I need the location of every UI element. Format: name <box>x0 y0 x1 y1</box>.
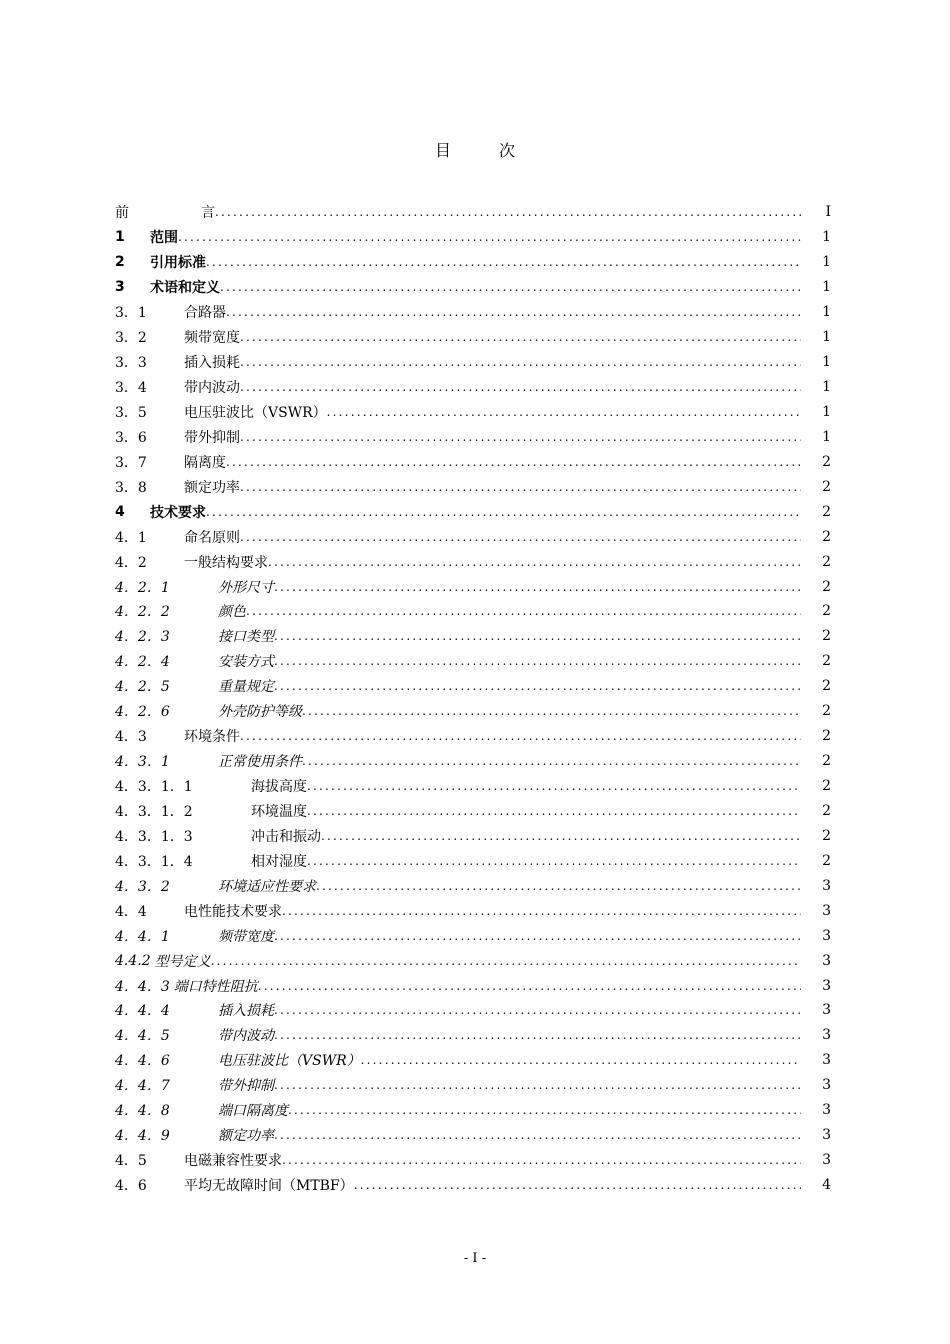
toc-entry-page: 2 <box>822 728 831 745</box>
toc-entry-page: 1 <box>822 304 831 321</box>
toc-entry-page: 3 <box>822 1052 831 1069</box>
toc-dot-leader <box>274 629 801 643</box>
toc-dot-leader <box>274 580 801 594</box>
toc-entry-number: 4．3．2 <box>115 878 170 895</box>
toc-heading-right: 次 <box>499 141 516 160</box>
toc-entry-page: 2 <box>822 628 831 645</box>
toc-entry-title: 带内波动 <box>218 1028 274 1045</box>
toc-entry-title: 冲击和振动 <box>251 828 321 845</box>
toc-entry-number: 4．3．1 <box>115 754 170 771</box>
toc-entry-title: 隔离度 <box>184 454 226 471</box>
toc-entry-title: 安装方式 <box>218 654 274 671</box>
toc-entry[interactable] <box>115 200 831 225</box>
toc-entry-title: 外壳防护等级 <box>218 704 302 721</box>
toc-entry-page: 2 <box>822 852 831 869</box>
table-of-contents <box>115 200 831 1198</box>
toc-entry-number: 4．3．1．4 <box>115 853 193 870</box>
toc-entry-page: 2 <box>822 578 831 595</box>
toc-entry-page: 1 <box>822 329 831 346</box>
toc-entry-number: 4．3．1．3 <box>115 828 193 845</box>
toc-entry-title: 带外抑制 <box>218 1078 274 1095</box>
toc-entry[interactable] <box>115 300 831 325</box>
toc-entry[interactable] <box>115 275 831 300</box>
toc-entry-page: 4 <box>822 1177 831 1194</box>
toc-entry-number: 4．2．5 <box>115 679 170 696</box>
toc-dot-leader <box>240 355 801 369</box>
toc-entry-number: 4．4．3 <box>115 978 170 995</box>
toc-entry-number: 4．4．4 <box>115 1003 170 1020</box>
toc-entry[interactable] <box>115 749 831 774</box>
toc-entry-number: 4．5 <box>115 1153 147 1170</box>
toc-entry[interactable] <box>115 823 831 848</box>
toc-entry[interactable] <box>115 774 831 799</box>
toc-dot-leader <box>206 505 801 519</box>
toc-entry-page: 2 <box>822 478 831 495</box>
toc-entry-title: 电性能技术要求 <box>184 903 282 920</box>
toc-dot-leader <box>246 604 801 618</box>
toc-dot-leader <box>240 330 801 344</box>
toc-entry-number: 4.4.2 <box>115 952 151 969</box>
toc-entry[interactable] <box>115 1148 831 1173</box>
toc-dot-leader <box>274 1128 801 1142</box>
toc-dot-leader <box>307 779 801 793</box>
toc-entry[interactable] <box>115 799 831 824</box>
toc-entry-title: 带外抑制 <box>184 429 240 446</box>
toc-dot-leader <box>274 679 801 693</box>
toc-entry[interactable] <box>115 848 831 873</box>
toc-entry[interactable] <box>115 624 831 649</box>
toc-entry-title: 环境温度 <box>251 803 307 820</box>
toc-entry-title: 插入损耗 <box>184 355 240 372</box>
toc-dot-leader <box>282 904 801 918</box>
toc-entry-number: 4．4．5 <box>115 1028 170 1045</box>
toc-entry[interactable] <box>115 574 831 599</box>
toc-dot-leader <box>274 1078 801 1092</box>
toc-entry-title: 插入损耗 <box>218 1003 274 1020</box>
toc-entry[interactable] <box>115 998 831 1023</box>
toc-entry-title: 一般结构要求 <box>184 554 268 571</box>
toc-entry-page: 2 <box>822 703 831 720</box>
toc-entry-title: 言 <box>201 205 215 222</box>
toc-entry-page: 3 <box>822 1127 831 1144</box>
toc-entry-title: 合路器 <box>184 305 226 322</box>
toc-entry[interactable] <box>115 649 831 674</box>
toc-dot-leader <box>327 405 801 419</box>
toc-dot-leader <box>274 654 801 668</box>
toc-entry[interactable] <box>115 973 831 998</box>
toc-entry-title: 重量规定 <box>218 679 274 696</box>
toc-entry[interactable] <box>115 1073 831 1098</box>
toc-entry-number: 4．3 <box>115 729 147 746</box>
toc-entry-number: 4．2．2 <box>115 604 170 621</box>
toc-entry-title: 型号定义 <box>154 953 211 970</box>
toc-entry[interactable] <box>115 923 831 948</box>
toc-entry[interactable] <box>115 424 831 449</box>
toc-dot-leader <box>258 979 801 993</box>
toc-entry-page: 2 <box>822 453 831 470</box>
toc-entry-number: 3．5 <box>115 404 147 421</box>
toc-entry-number: 3．7 <box>115 454 147 471</box>
toc-entry[interactable] <box>115 375 831 400</box>
toc-entry[interactable] <box>115 549 831 574</box>
toc-entry-title: 技术要求 <box>150 504 206 521</box>
toc-entry[interactable] <box>115 1023 831 1048</box>
toc-entry-page: 2 <box>822 528 831 545</box>
toc-entry[interactable] <box>115 225 831 250</box>
toc-dot-leader <box>215 205 801 219</box>
toc-entry[interactable] <box>115 1048 831 1073</box>
toc-entry-title: 范围 <box>150 230 178 247</box>
toc-entry-title: 频带宽度 <box>218 928 274 945</box>
toc-dot-leader <box>240 729 801 743</box>
toc-dot-leader <box>354 1178 801 1192</box>
toc-entry-number: 1 <box>115 229 125 246</box>
toc-entry-title: 带内波动 <box>184 380 240 397</box>
toc-entry-page: 3 <box>822 952 831 969</box>
toc-entry-number: 4．4．9 <box>115 1128 170 1145</box>
toc-dot-leader <box>274 929 801 943</box>
toc-entry[interactable] <box>115 699 831 724</box>
toc-entry-number: 4．2 <box>115 554 147 571</box>
toc-entry-page: 2 <box>822 802 831 819</box>
toc-dot-leader <box>240 430 801 444</box>
toc-entry-number: 3．2 <box>115 330 147 347</box>
toc-entry-page: 1 <box>822 279 831 296</box>
toc-dot-leader <box>302 754 801 768</box>
toc-entry-title: 端口特性阻抗 <box>173 978 258 995</box>
toc-entry-number: 3 <box>115 279 125 296</box>
toc-dot-leader <box>178 230 801 244</box>
toc-entry-title: 电压驻波比（VSWR） <box>184 404 327 421</box>
toc-entry-page: 1 <box>822 403 831 420</box>
toc-entry-number: 4．4 <box>115 903 147 920</box>
toc-dot-leader <box>282 1153 801 1167</box>
toc-entry-number: 4．3．1．1 <box>115 779 193 796</box>
toc-entry-page: 1 <box>822 354 831 371</box>
toc-entry-number: 3．3 <box>115 355 147 372</box>
toc-entry[interactable] <box>115 499 831 524</box>
toc-heading <box>0 138 950 161</box>
toc-entry-title: 接口类型 <box>218 629 274 646</box>
toc-dot-leader <box>240 480 801 494</box>
toc-entry-page: 3 <box>822 927 831 944</box>
toc-entry-number: 4．2．1 <box>115 579 170 596</box>
toc-entry-number: 4．2．4 <box>115 654 170 671</box>
toc-entry[interactable] <box>115 1123 831 1148</box>
toc-entry-title: 环境条件 <box>184 729 240 746</box>
toc-entry-number: 前 <box>115 205 129 222</box>
toc-entry-title: 电压驻波比（VSWR） <box>218 1053 361 1070</box>
toc-dot-leader <box>211 954 801 968</box>
toc-entry-number: 4．3．1．2 <box>115 803 193 820</box>
toc-dot-leader <box>307 854 801 868</box>
toc-entry[interactable] <box>115 898 831 923</box>
toc-dot-leader <box>361 1053 801 1067</box>
toc-entry[interactable] <box>115 524 831 549</box>
toc-entry[interactable] <box>115 724 831 749</box>
toc-entry-title: 额定功率 <box>184 479 240 496</box>
toc-entry-number: 2 <box>115 254 125 271</box>
toc-entry[interactable] <box>115 948 831 973</box>
toc-entry-title: 正常使用条件 <box>218 754 302 771</box>
toc-entry-number: 4．4．6 <box>115 1053 170 1070</box>
toc-entry-number: 4．2．6 <box>115 704 170 721</box>
toc-entry[interactable] <box>115 350 831 375</box>
toc-entry-title: 平均无故障时间（MTBF） <box>184 1178 354 1195</box>
toc-entry-page: 3 <box>822 977 831 994</box>
toc-dot-leader <box>206 255 801 269</box>
toc-entry-title: 电磁兼容性要求 <box>184 1153 282 1170</box>
toc-entry-number: 4．4．8 <box>115 1103 170 1120</box>
toc-dot-leader <box>240 380 801 394</box>
toc-entry[interactable] <box>115 1098 831 1123</box>
toc-entry-page: 3 <box>822 1102 831 1119</box>
toc-entry-number: 4．4．1 <box>115 928 170 945</box>
toc-entry-page: 2 <box>822 827 831 844</box>
toc-entry-title: 频带宽度 <box>184 330 240 347</box>
toc-entry[interactable] <box>115 674 831 699</box>
toc-entry-page: 1 <box>822 229 831 246</box>
toc-entry-number: 3．6 <box>115 429 147 446</box>
toc-dot-leader <box>274 1028 801 1042</box>
toc-entry[interactable] <box>115 873 831 898</box>
toc-entry-page: 3 <box>822 902 831 919</box>
toc-entry[interactable] <box>115 1173 831 1198</box>
toc-entry-page: I <box>825 204 831 221</box>
toc-entry-title: 颜色 <box>218 604 246 621</box>
toc-entry-page: 3 <box>822 877 831 894</box>
toc-entry-page: 3 <box>822 1027 831 1044</box>
toc-entry-number: 4．4．7 <box>115 1078 170 1095</box>
toc-dot-leader <box>307 804 801 818</box>
toc-entry-title: 引用标准 <box>150 255 206 272</box>
toc-entry-title: 额定功率 <box>218 1128 274 1145</box>
toc-entry[interactable] <box>115 400 831 425</box>
toc-dot-leader <box>302 704 801 718</box>
toc-entry-page: 3 <box>822 1002 831 1019</box>
toc-entry-page: 1 <box>822 254 831 271</box>
toc-entry[interactable] <box>115 449 831 474</box>
toc-entry-page: 2 <box>822 603 831 620</box>
toc-entry-number: 4．1 <box>115 529 147 546</box>
toc-entry-title: 端口隔离度 <box>218 1103 288 1120</box>
toc-heading-left: 目 <box>434 141 451 160</box>
toc-entry[interactable] <box>115 599 831 624</box>
toc-entry-page: 2 <box>822 753 831 770</box>
toc-entry-title: 海拔高度 <box>251 779 307 796</box>
toc-dot-leader <box>226 305 801 319</box>
toc-entry-page: 2 <box>822 678 831 695</box>
toc-entry-title: 术语和定义 <box>150 280 220 297</box>
toc-dot-leader <box>274 1003 801 1017</box>
toc-entry-title: 相对湿度 <box>251 853 307 870</box>
toc-entry-page: 1 <box>822 428 831 445</box>
toc-entry-page: 1 <box>822 379 831 396</box>
toc-entry-number: 3．4 <box>115 380 147 397</box>
toc-entry-title: 环境适应性要求 <box>218 878 316 895</box>
toc-entry-page: 2 <box>822 653 831 670</box>
toc-entry-page: 2 <box>822 553 831 570</box>
toc-dot-leader <box>288 1103 801 1117</box>
toc-entry-page: 3 <box>822 1152 831 1169</box>
toc-entry-page: 2 <box>822 503 831 520</box>
toc-entry-number: 3．8 <box>115 479 147 496</box>
toc-entry-number: 3．1 <box>115 305 147 322</box>
toc-entry-title: 外形尺寸 <box>218 579 274 596</box>
toc-entry-number: 4 <box>115 503 125 520</box>
toc-dot-leader <box>268 555 801 569</box>
toc-dot-leader <box>240 530 801 544</box>
toc-entry[interactable] <box>115 325 831 350</box>
toc-entry-number: 4．2．3 <box>115 629 170 646</box>
toc-dot-leader <box>316 879 801 893</box>
toc-dot-leader <box>226 455 801 469</box>
toc-dot-leader <box>220 280 801 294</box>
toc-entry[interactable] <box>115 250 831 275</box>
toc-entry-number: 4．6 <box>115 1178 147 1195</box>
page-footer: - I - <box>463 1251 487 1266</box>
toc-entry-page: 2 <box>822 778 831 795</box>
toc-dot-leader <box>321 829 801 843</box>
toc-entry-page: 3 <box>822 1077 831 1094</box>
toc-entry-title: 命名原则 <box>184 529 240 546</box>
toc-entry[interactable] <box>115 474 831 499</box>
